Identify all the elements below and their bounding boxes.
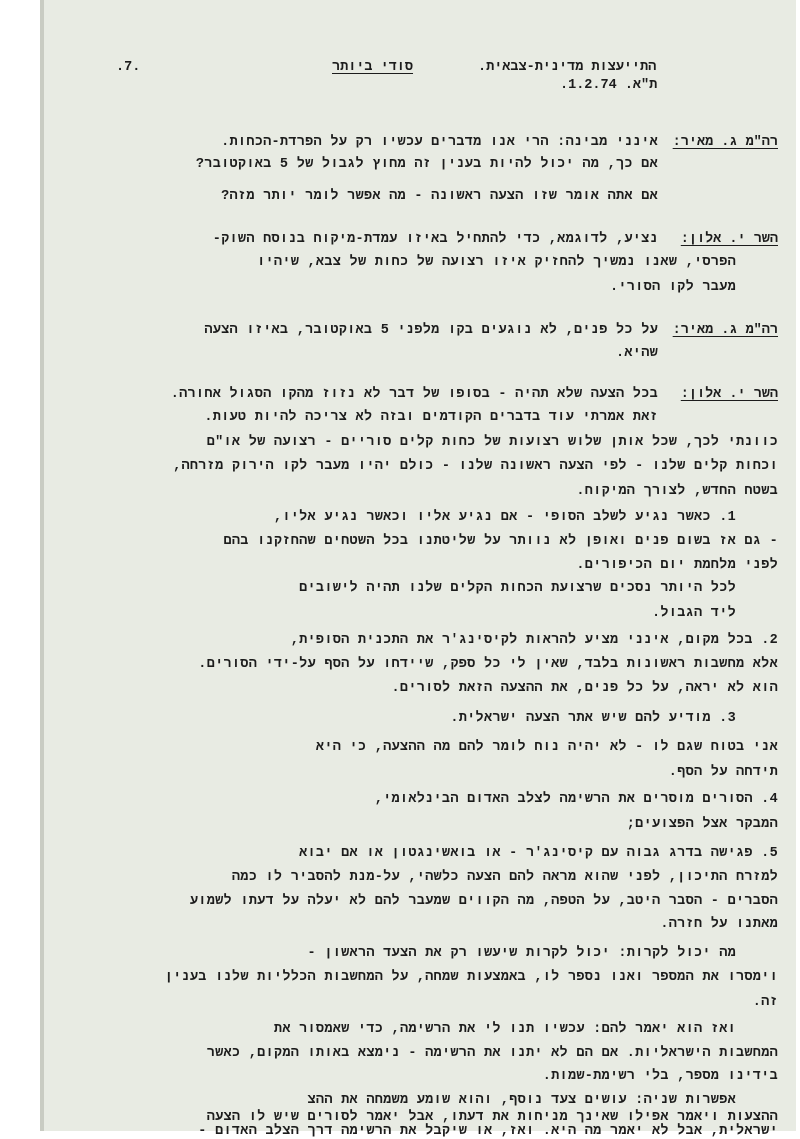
text-line: אלא מחשבות ראשונות בלבד, שאין לי כל ספק, שיידחו על הסף על-ידי הסורים.: [198, 657, 778, 672]
text-line: לפני מלחמת יום הכיפורים.: [576, 558, 778, 573]
text-line: נציע, לדוגמא, כדי להתחיל באיזו עמדת-מיקוח בנוסח השוק-: [212, 232, 658, 247]
text-line: אם אתה אומר שזו הצעה ראשונה - מה אפשר לומר יותר מזה?: [221, 189, 658, 204]
text-line: ההצעות ויאמר אפילו שאינך מניחות את דעתו, אבל יאמר לסורים שיש לו הצעה: [206, 1110, 778, 1125]
text-line: הפרסי, שאנו נמשיך להחזיק איזו רצועה של כחות של צבא, שיהיו: [257, 255, 736, 270]
text-line: המבקר אצל הפצועים;: [626, 817, 778, 832]
text-line: בכל הצעה שלא תהיה - בסופו של דבר לא נזוז מהקו הסגול אחורה.: [170, 387, 658, 402]
text-line: מעבר לקו הסורי.: [609, 280, 736, 295]
numbered-item: 1. כאשר נגיע לשלב הסופי - אם נגיע אליו וכאשר נגיע אליו,: [273, 510, 736, 525]
document-date: ת"א. 1.2.74.: [560, 78, 658, 93]
text-line: ישראלית, אבל לא יאמר מה היא. ואז, או שיקבל את הרשימה דרך הצלב האדום -: [198, 1124, 778, 1139]
text-line: - גם אז בשום פנים ואופן לא נוותר על שליטתנו בכל השטחים שהחזקנו בהם: [223, 534, 778, 549]
text-line: אני בטוח שגם לו - לא יהיה נוח לומר להם מה ההצעה, כי היא: [315, 740, 778, 755]
text-line: אם כך, מה יכול להיות בענין זה מחוץ לגבול של 5 באוקטובר?: [195, 157, 658, 172]
speaker-label: רה"מ ג. מאיר:: [672, 135, 778, 150]
classification-title: סודי ביותר: [332, 60, 414, 75]
text-line: אפשרות שניה: עושים צעד נוסף, והוא שומע משמחה את ההצ: [307, 1093, 736, 1108]
page-edge-shadow: [40, 0, 44, 1131]
text-line: וכחות קלים שלנו - לפי הצעה ראשונה שלנו - כולם יהיו מעבר לקו הירוק מזרחה,: [173, 459, 778, 474]
text-line: תידחה על הסף.: [668, 765, 778, 780]
text-line: זאת אמרתי עוד בדברים הקודמים ובזה לא צריכה להיות טעות.: [204, 410, 658, 425]
text-line: אינני מבינה: הרי אנו מדברים עכשיו רק על הפרדת-הכחות.: [221, 135, 658, 150]
text-line: על כל פנים, לא נוגעים בקו מלפני 5 באוקטובר, באיזו הצעה: [204, 323, 658, 338]
document-title: התייעצות מדינית-צבאית.: [478, 60, 657, 75]
text-line: המחשבות הישראליות. אם הם לא יתנו את הרשימה - נימצא באותו המקום, כאשר: [206, 1046, 778, 1061]
text-line: לכל היותר נסכים שרצועת הכחות הקלים שלנו תהיה לישובים: [299, 581, 736, 596]
numbered-item: 4. הסורים מוסרים את הרשימה לצלב האדום הבינלאומי,: [374, 792, 778, 807]
numbered-item: 3. מודיע להם שיש אתר הצעה ישראלית.: [450, 711, 736, 726]
speaker-label: השר י. אלון:: [680, 387, 778, 402]
page-number: .7.: [116, 60, 141, 75]
text-line: כוונתי לכך, שכל אותן שלוש רצועות של כחות קלים סוריים - רצועה של או"ם: [206, 435, 778, 450]
numbered-item: 2. בכל מקום, אינני מציע להראות לקיסינג'ר את התכנית הסופית,: [290, 633, 778, 648]
text-line: הוא לא יראה, על כל פנים, את ההצעה הזאת לסורים.: [391, 681, 778, 696]
text-line: שהיא.: [615, 346, 658, 361]
text-line: וימסרו את המספר ואנו נספר לו, באמצעות שמחה, על המחשבות הכלליות שלנו בענין: [164, 970, 778, 985]
text-line: ואז הוא יאמר להם: עכשיו תנו לי את הרשימה, כדי שאמסור את: [273, 1022, 736, 1037]
text-line: ליד הגבול.: [651, 606, 736, 621]
document-page: [40, 0, 796, 1139]
speaker-label: רה"מ ג. מאיר:: [672, 323, 778, 338]
text-line: מאתנו על חזרה.: [660, 917, 778, 932]
text-line: בידינו מספר, בלי רשימת-שמות.: [542, 1069, 778, 1084]
text-line: הסברים - הסבר היטב, על הטפה, מה הקווים שמעבר להם לא יעלה על דעתו לשמוע: [189, 894, 778, 909]
text-line: בשטח החדש, לצורך המיקוח.: [576, 484, 778, 499]
numbered-item: 5. פגישה בדרג גבוה עם קיסינג'ר - או בואשינגטון או אם יבוא: [299, 846, 778, 861]
text-line: מה יכול לקרות: יכול לקרות שיעשו רק את הצעד הראשון -: [307, 946, 736, 961]
speaker-label: השר י. אלון:: [680, 232, 778, 247]
text-line: זה.: [752, 995, 778, 1010]
text-line: למזרח התיכון, לפני שהוא מראה להם הצעה כלשהי, על-מנת להסביר לו כמה: [231, 870, 778, 885]
